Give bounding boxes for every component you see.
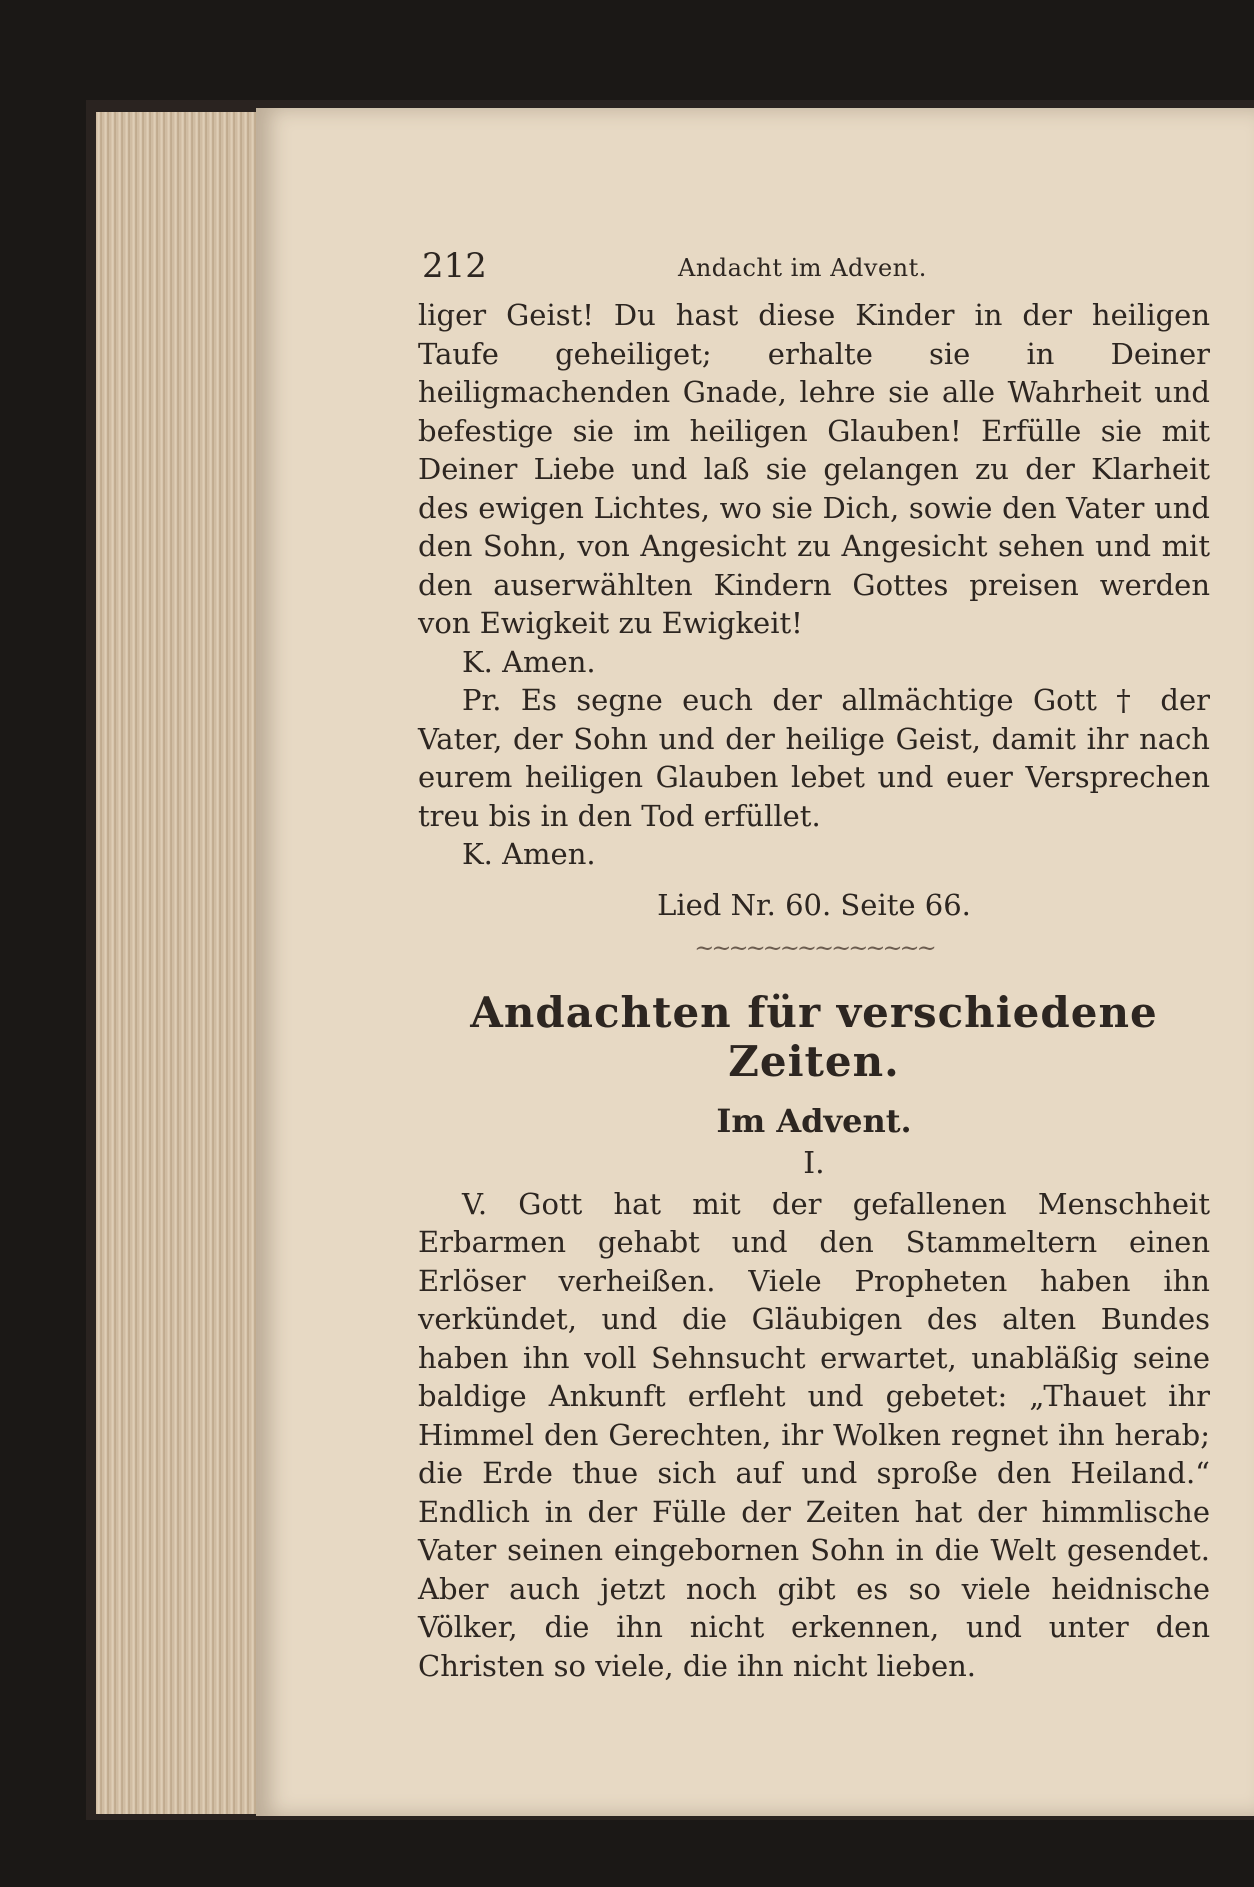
prayer-paragraph: liger Geist! Du hast diese Kinder in der heiligen Taufe geheiliget; erhalte sie in Deiner heiligmachenden Gnade, lehre sie alle Wahrheit und befestige sie im heiligen Glauben! Erfülle sie mit Deiner Liebe und laß sie gelangen zu der Klarheit des ewigen Lichtes, wo sie Dich, sowie den Vater und den Sohn, von Angesicht zu Angesicht sehen und mit den auserwählten Kindern Gottes preisen werden von Ewigkeit zu Ewigkeit! <box>418 298 1210 640</box>
wavy-divider: ~~~~~~~~~~~~~~ <box>694 933 934 962</box>
section-title: Andachten für verschiedene Zeiten. <box>470 987 1158 1086</box>
response-line: K. Amen. <box>462 837 596 871</box>
prayer-text <box>418 296 1210 874</box>
advent-paragraph: V. Gott hat mit der gefallenen Menschheit Erbarmen gehabt und den Stammeltern einen Erlöser verheißen. Viele Propheten haben ihn verkündet, und die Gläubigen des alten Bundes haben ihn voll Sehnsucht erwartet, unabläßig seine baldige Ankunft erfleht und gebetet: „Thauet ihr Himmel den Gerechten, ihr Wolken regnet ihn herab; die Erde thue sich auf und sproße den Heiland.“ Endlich in der Fülle der Zeiten hat der himmlische Vater seinen eingebornen Sohn in die Welt gesendet. Aber auch jetzt noch gibt es so viele heidnische Völker, die ihn nicht erkennen, und unter den Christen so viele, die ihn nicht lieben. <box>418 1186 1210 1683</box>
page-content <box>418 246 1210 1685</box>
running-head <box>418 246 1210 296</box>
section-numeral: I. <box>803 1145 825 1181</box>
blessing-paragraph: Pr. Es segne euch der allmächtige Gott † der Vater, der Sohn und der heilige Geist, damit ihr nach eurem heiligen Glauben lebet und euer Versprechen treu bis in den Tod erfüllet. <box>418 683 1210 833</box>
running-title: Andacht im Advent. <box>678 254 927 282</box>
section-subtitle: Im Advent. <box>716 1101 912 1140</box>
hymn-reference: Lied Nr. 60. Seite 66. <box>657 887 971 922</box>
page-edges <box>96 112 272 1814</box>
page-number: 212 <box>422 246 487 286</box>
response-line: K. Amen. <box>462 644 596 679</box>
advent-text <box>418 1185 1210 1686</box>
